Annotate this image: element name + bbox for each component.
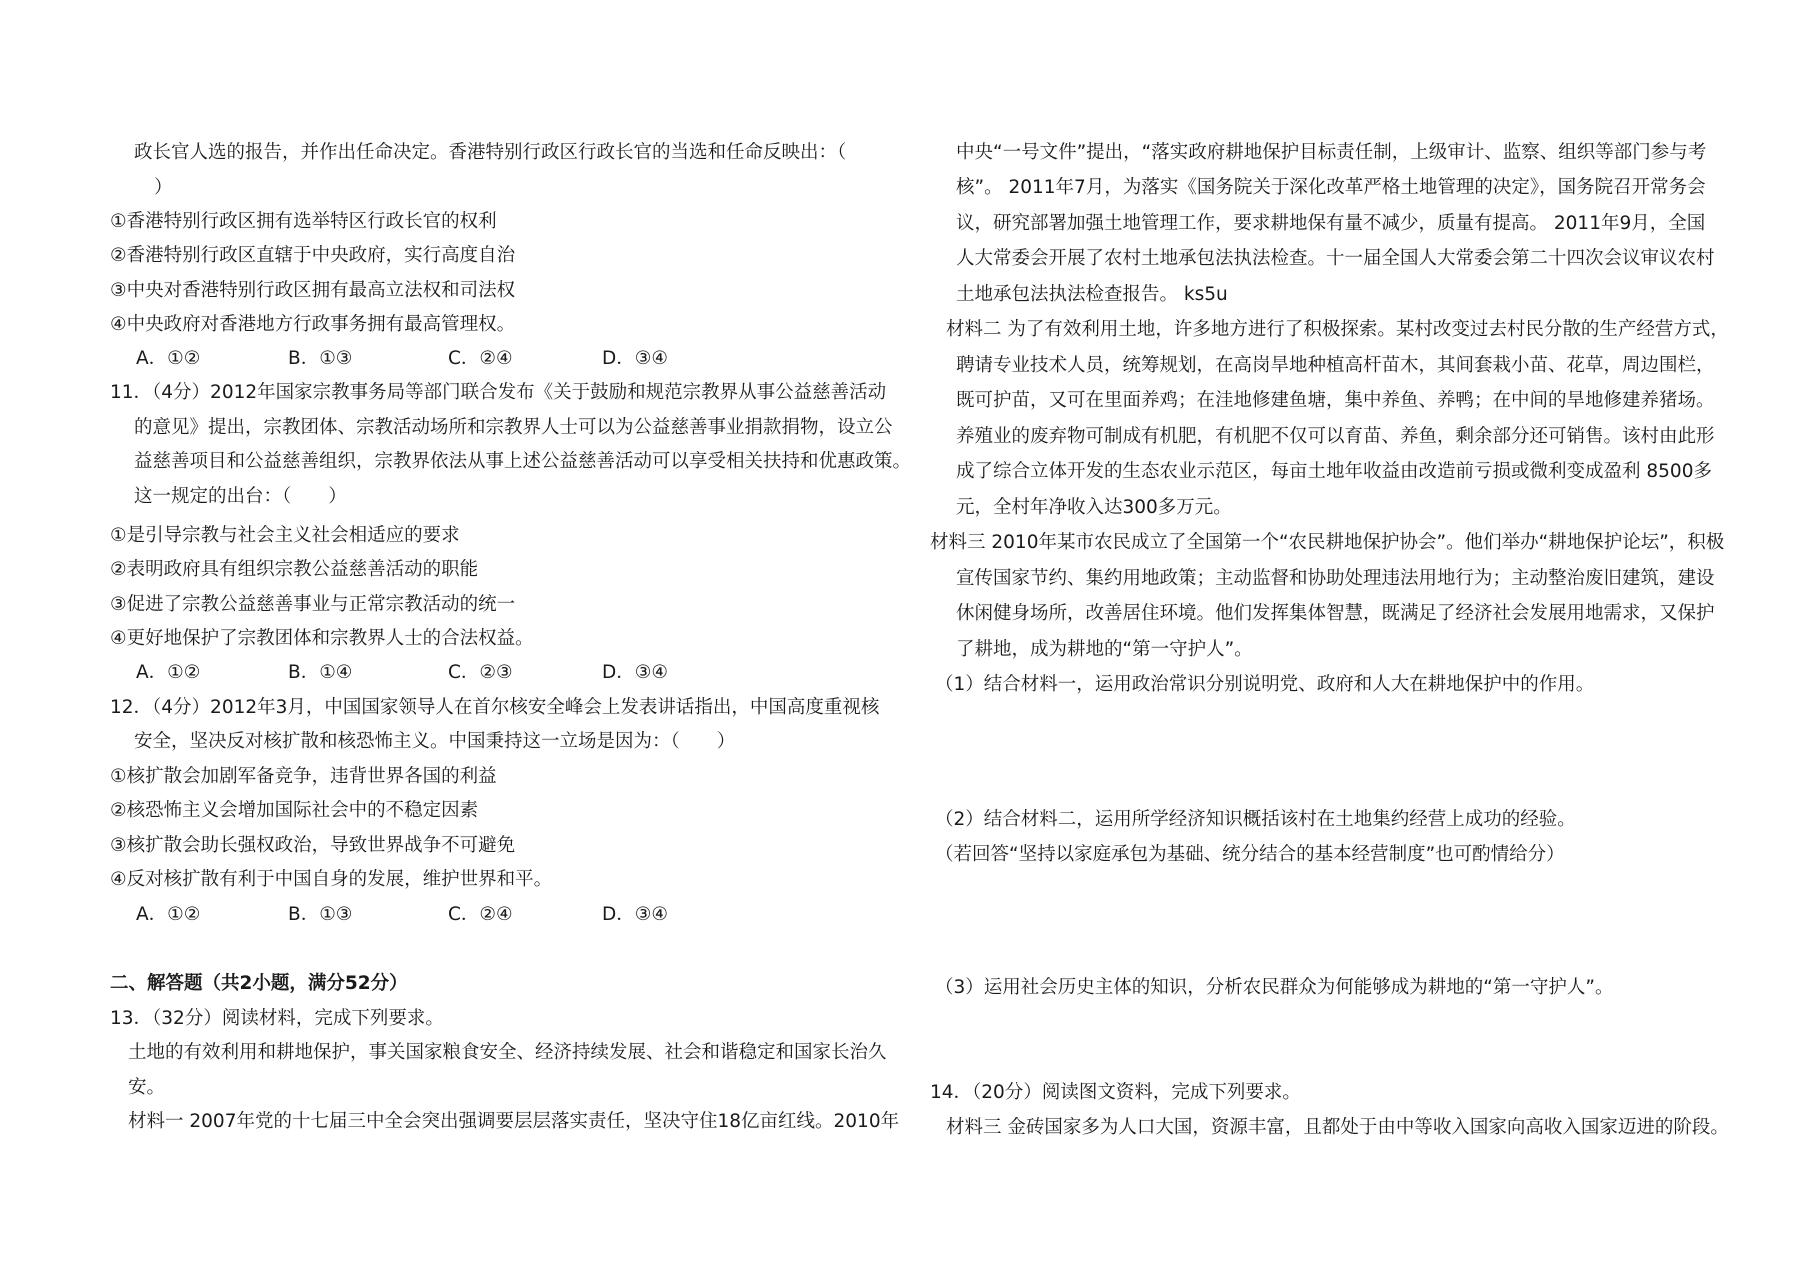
q11-item-1: ①是引导宗教与社会主义社会相适应的要求 bbox=[110, 525, 460, 546]
q10-item-1: ①香港特别行政区拥有选举特区行政长官的权利 bbox=[110, 211, 497, 232]
sub-question-2: （2）结合材料二，运用所学经济知识概括该村在土地集约经营上成功的经验。 bbox=[935, 809, 1576, 830]
q11-stem-line-4: 这一规定的出台：（ ） bbox=[134, 486, 347, 507]
q12-item-2: ②核恐怖主义会增加国际社会中的不稳定因素 bbox=[110, 800, 479, 821]
material-3-line-2: 宣传国家节约、集约用地政策；主动监督和协助处理违法用地行为；主动整治废旧建筑，建设 bbox=[956, 568, 1715, 589]
q13-stem: 13．（32分）阅读材料，完成下列要求。 bbox=[110, 1008, 444, 1029]
q10-option-d[interactable]: D．③④ bbox=[602, 348, 668, 369]
q10-item-2: ②香港特别行政区直辖于中央政府，实行高度自治 bbox=[110, 245, 516, 266]
q11-item-3: ③促进了宗教公益慈善事业与正常宗教活动的统一 bbox=[110, 594, 516, 615]
sub-question-3: （3）运用社会历史主体的知识，分析农民群众为何能够成为耕地的“第一守护人”。 bbox=[935, 977, 1614, 998]
q13-intro-line-2: 安。 bbox=[128, 1077, 166, 1098]
sub-question-2-note: （若回答“坚持以家庭承包为基础、统分结合的基本经营制度”也可酌情给分） bbox=[935, 844, 1565, 865]
q10-option-c[interactable]: C．②④ bbox=[448, 348, 513, 369]
q12-option-d[interactable]: D．③④ bbox=[602, 904, 668, 925]
q13-material-1-start: 材料一 2007年党的十七届三中全会突出强调要层层落实责任，坚决守住18亿亩红线。2010年 bbox=[128, 1111, 900, 1132]
material-1-line-1: 中央“一号文件”提出，“落实政府耕地保护目标责任制，上级审计、监察、组织等部门参与考 bbox=[956, 142, 1707, 163]
q10-stem-line-1: 政长官人选的报告，并作出任命决定。香港特别行政区行政长官的当选和任命反映出：（ bbox=[134, 142, 847, 163]
material-1-line-2: 核”。 2011年7月，为落实《国务院关于深化改革严格土地管理的决定》，国务院召开常务会 bbox=[956, 177, 1706, 198]
q12-item-1: ①核扩散会加剧军备竞争，违背世界各国的利益 bbox=[110, 766, 497, 787]
q12-option-b[interactable]: B．①③ bbox=[288, 904, 353, 925]
q10-option-a[interactable]: A．①② bbox=[136, 348, 201, 369]
q11-item-4: ④更好地保护了宗教团体和宗教界人士的合法权益。 bbox=[110, 628, 534, 649]
q12-stem-line-2: 安全，坚决反对核扩散和核恐怖主义。中国秉持这一立场是因为：（ ） bbox=[134, 731, 736, 752]
q11-option-b[interactable]: B．①④ bbox=[288, 662, 353, 683]
material-2-line-5: 成了综合立体开发的生态农业示范区，每亩土地年收益由改造前亏损或微利变成盈利 8500多 bbox=[956, 461, 1712, 482]
material-2-line-6: 元，全村年净收入达300多万元。 bbox=[956, 497, 1232, 518]
q10-item-3: ③中央对香港特别行政区拥有最高立法权和司法权 bbox=[110, 280, 516, 301]
material-2-line-1: 材料二 为了有效利用土地，许多地方进行了积极探索。某村改变过去村民分散的生产经营方式， bbox=[946, 319, 1729, 340]
q13-intro-line-1: 土地的有效利用和耕地保护，事关国家粮食安全、经济持续发展、社会和谐稳定和国家长治久 bbox=[128, 1042, 887, 1063]
q14-material-3: 材料三 金砖国家多为人口大国，资源丰富，且都处于由中等收入国家向高收入国家迈进的阶段。 bbox=[946, 1117, 1729, 1138]
material-3-line-4: 了耕地，成为耕地的“第一守护人”。 bbox=[956, 639, 1253, 660]
q12-item-4: ④反对核扩散有利于中国自身的发展，维护世界和平。 bbox=[110, 869, 553, 890]
material-2-line-2: 聘请专业技术人员，统筹规划，在高岗旱地种植高杆苗木，其间套栽小苗、花草，周边围栏， bbox=[956, 355, 1715, 376]
material-3-line-1: 材料三 2010年某市农民成立了全国第一个“农民耕地保护协会”。他们举办“耕地保护论坛”，积极 bbox=[930, 532, 1725, 553]
q11-stem-line-2: 的意见》提出，宗教团体、宗教活动场所和宗教界人士可以为公益慈善事业捐款捐物，设立公 bbox=[134, 417, 893, 438]
section-2-heading: 二、解答题（共2小题，满分52分） bbox=[110, 973, 408, 994]
q10-stem-line-2: ） bbox=[154, 177, 173, 198]
material-2-line-3: 既可护苗，又可在里面养鸡；在洼地修建鱼塘，集中养鱼、养鸭；在中间的旱地修建养猪场。 bbox=[956, 390, 1715, 411]
q12-stem-line-1: 12．（4分）2012年3月，中国国家领导人在首尔核安全峰会上发表讲话指出，中国高度重视核 bbox=[110, 697, 880, 718]
material-2-line-4: 养殖业的废弃物可制成有机肥，有机肥不仅可以育苗、养鱼，剩余部分还可销售。该村由此形 bbox=[956, 426, 1715, 447]
q10-option-b[interactable]: B．①③ bbox=[288, 348, 353, 369]
q10-item-4: ④中央政府对香港地方行政事务拥有最高管理权。 bbox=[110, 314, 516, 335]
material-1-line-5: 土地承包法执法检查报告。 ks5u bbox=[956, 284, 1228, 305]
material-3-line-3: 休闲健身场所，改善居住环境。他们发挥集体智慧，既满足了经济社会发展用地需求，又保护 bbox=[956, 603, 1715, 624]
q11-option-c[interactable]: C．②③ bbox=[448, 662, 513, 683]
material-1-line-3: 议，研究部署加强土地管理工作，要求耕地保有量不减少，质量有提高。 2011年9月，全国 bbox=[956, 213, 1706, 234]
q11-option-a[interactable]: A．①② bbox=[136, 662, 201, 683]
material-1-line-4: 人大常委会开展了农村土地承包法执法检查。十一届全国人大常委会第二十四次会议审议农村 bbox=[956, 248, 1715, 269]
q14-stem: 14．（20分）阅读图文资料，完成下列要求。 bbox=[930, 1082, 1301, 1103]
q11-stem-line-3: 益慈善项目和公益慈善组织，宗教界依法从事上述公益慈善活动可以享受相关扶持和优惠政策。 bbox=[134, 451, 912, 472]
q12-item-3: ③核扩散会助长强权政治，导致世界战争不可避免 bbox=[110, 835, 516, 856]
q12-option-a[interactable]: A．①② bbox=[136, 904, 201, 925]
q11-stem-line-1: 11．（4分）2012年国家宗教事务局等部门联合发布《关于鼓励和规范宗教界从事公益慈善活动 bbox=[110, 382, 887, 403]
q12-option-c[interactable]: C．②④ bbox=[448, 904, 513, 925]
sub-question-1: （1）结合材料一，运用政治常识分别说明党、政府和人大在耕地保护中的作用。 bbox=[935, 674, 1595, 695]
q11-option-d[interactable]: D．③④ bbox=[602, 662, 668, 683]
q11-item-2: ②表明政府具有组织宗教公益慈善活动的职能 bbox=[110, 559, 479, 580]
